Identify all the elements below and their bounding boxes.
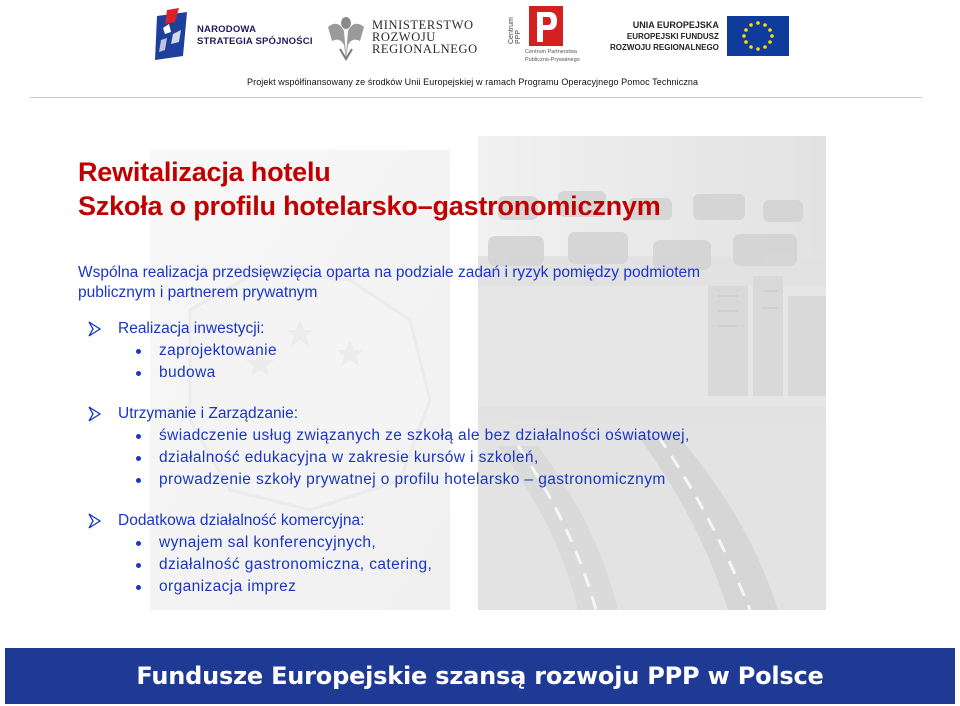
nss-emblem-icon xyxy=(153,8,191,64)
section-dodatkowa xyxy=(88,510,432,598)
ppp-sub1: Centrum Partnerstwa xyxy=(525,49,577,55)
intro-line-2: publicznym i partnerem prywatnym xyxy=(78,284,318,301)
nss-line1: NARODOWA xyxy=(197,24,257,35)
bullet-list xyxy=(88,340,277,384)
list-item xyxy=(88,576,432,598)
bullet-list xyxy=(88,425,690,491)
project-cofinancing-line: Projekt współfinansowany ze środków Unii Europejskiej w ramach Programu Operacyjnego Pomoc Techniczna xyxy=(247,77,699,87)
bullet-dot-icon xyxy=(136,371,141,376)
footer-banner xyxy=(5,648,955,704)
mrr-line1: MINISTERSTWO xyxy=(372,18,474,32)
list-item xyxy=(88,425,690,447)
section-heading xyxy=(88,510,432,532)
logo-ministerstwo-rozwoju-regionalnego xyxy=(326,10,478,64)
eu-flag-icon xyxy=(727,16,789,56)
bullet-dot-icon xyxy=(136,456,141,461)
title-line-1: Rewitalizacja hotelu xyxy=(78,157,331,187)
logo-narodowa-strategia-spojnosci xyxy=(153,8,313,64)
intro-line-1: Wspólna realizacja przedsięwzięcia oparta na podziale zadań i ryzyk pomiędzy podmiotem xyxy=(78,264,701,281)
arrow-bullet-icon xyxy=(88,406,102,422)
list-item-text: prowadzenie szkoły prywatnej o profilu hotelarsko – gastronomicznym xyxy=(159,471,666,488)
title-line-2: Szkoła o profilu hotelarsko–gastronomicznym xyxy=(78,191,661,221)
list-item-text: budowa xyxy=(159,364,216,381)
ppp-sub2: Publiczno-Prywatnego xyxy=(525,56,580,63)
bullet-dot-icon xyxy=(136,541,141,546)
list-item-text: wynajem sal konferencyjnych, xyxy=(159,534,377,551)
section-heading-text: Realizacja inwestycji: xyxy=(118,320,265,337)
eagle-emblem-icon xyxy=(326,13,366,61)
list-item xyxy=(88,532,432,554)
list-item-text: działalność edukacyjna w zakresie kursów i szkoleń, xyxy=(159,449,539,466)
list-item-text: organizacja imprez xyxy=(159,578,297,595)
ppp-p-icon xyxy=(525,4,565,48)
mrr-line2: ROZWOJU xyxy=(372,30,436,44)
arrow-bullet-icon xyxy=(88,321,102,337)
list-item xyxy=(88,340,277,362)
logo-unia-europejska xyxy=(610,16,789,56)
list-item xyxy=(88,469,690,491)
nss-line2: STRATEGIA SPÓJNOŚCI xyxy=(197,36,313,47)
list-item xyxy=(88,362,277,384)
ue-line2: EUROPEJSKI FUNDUSZ xyxy=(626,31,719,41)
ppp-vertical-label: Centrum PPP xyxy=(508,17,522,44)
bullet-dot-icon xyxy=(136,478,141,483)
list-item xyxy=(88,447,690,469)
list-item-text: świadczenie usług związanych ze szkołą ale bez działalności oświatowej, xyxy=(159,427,690,444)
bullet-dot-icon xyxy=(136,349,141,354)
bullet-dot-icon xyxy=(136,434,141,439)
ue-line3: ROZWOJU REGIONALNEGO xyxy=(610,42,719,52)
section-utrzymanie xyxy=(88,403,690,491)
section-heading xyxy=(88,403,690,425)
section-realizacja xyxy=(88,318,277,384)
section-heading-text: Dodatkowa działalność komercyjna: xyxy=(118,512,365,529)
section-heading-text: Utrzymanie i Zarządzanie: xyxy=(118,405,299,422)
ue-line1: UNIA EUROPEJSKA xyxy=(632,19,719,30)
bullet-dot-icon xyxy=(136,563,141,568)
list-item-text: działalność gastronomiczna, catering, xyxy=(159,556,433,573)
bullet-dot-icon xyxy=(136,585,141,590)
list-item xyxy=(88,554,432,576)
arrow-bullet-icon xyxy=(88,513,102,529)
slide-title xyxy=(78,155,661,223)
logo-centrum-ppp xyxy=(508,4,580,70)
intro-paragraph xyxy=(78,263,838,303)
mrr-line3: REGIONALNEGO xyxy=(372,42,478,56)
header-divider xyxy=(30,97,922,98)
section-heading xyxy=(88,318,277,340)
footer-slogan: Fundusze Europejskie szansą rozwoju PPP w Polsce xyxy=(136,662,824,690)
header-logo-bar xyxy=(0,0,960,100)
bullet-list xyxy=(88,532,432,598)
list-item-text: zaprojektowanie xyxy=(159,342,278,359)
